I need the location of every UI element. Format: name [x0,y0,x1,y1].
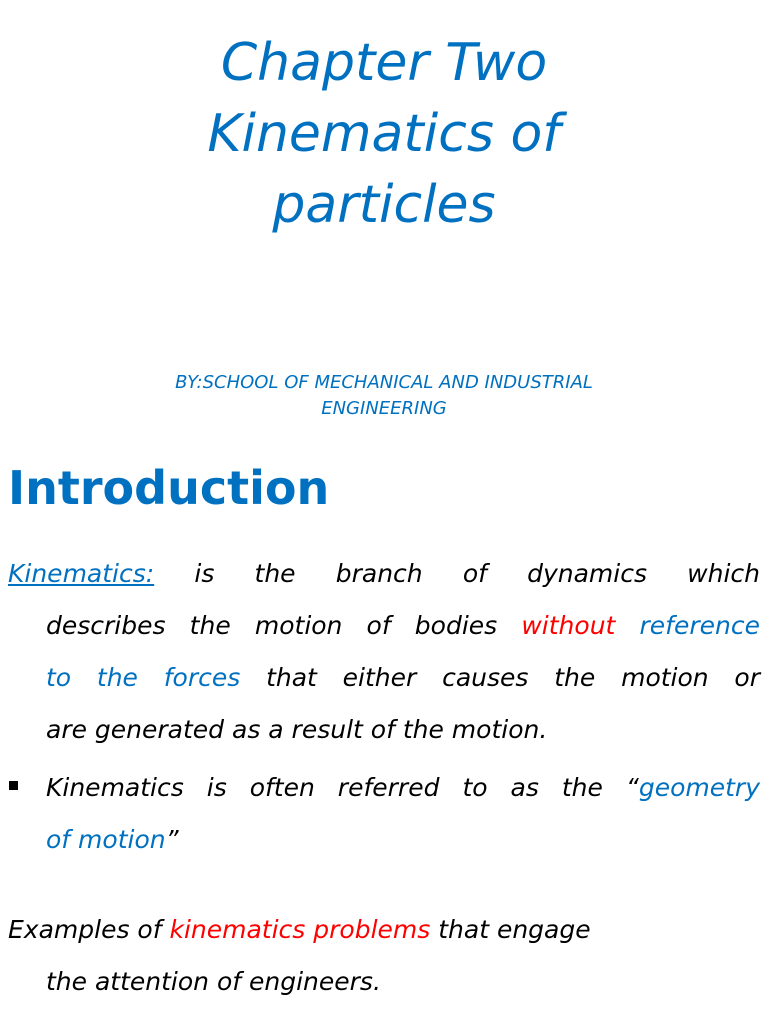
highlight-kinematics-problems: kinematics problems [169,915,431,944]
definition-line-2-space [615,611,639,640]
title-line-1: Chapter Two [220,33,548,93]
definition-line-1 [8,548,760,600]
definition-line-3 [46,652,760,704]
highlight-of-motion: of motion [46,825,166,854]
examples-line-1 [8,904,760,956]
definition-line-4: are generated as a result of the motion. [46,715,548,744]
bullet-line-1 [46,762,760,814]
highlight-to-the-forces: to the forces [46,663,241,692]
bullet-line-1-text: Kinematics is often referred to as the “ [46,773,639,802]
examples-line-2: the attention of engineers. [46,967,381,996]
definition-line-2 [46,600,760,652]
highlight-reference: reference [639,611,760,640]
highlight-geometry: geometry [638,773,760,802]
definition-line-1-text: is the branch of dynamics which [154,559,760,588]
examples-line-1-rest: that engage [430,915,591,944]
square-bullet-icon [9,781,18,790]
definition-line-2-text: describes the motion of bodies [46,611,522,640]
examples-paragraph [8,904,760,1008]
slide-title [0,28,768,241]
definition-paragraph [8,548,760,756]
bullet-paragraph [46,762,760,866]
bullet-line-2-text: ” [165,825,179,854]
highlight-without: without [521,611,616,640]
examples-line-1-text: Examples of [8,915,170,944]
bullet-line-2 [46,814,760,866]
title-line-3: particles [272,175,496,235]
section-heading: Introduction [8,461,330,515]
kinematics-term: Kinematics: [8,559,155,588]
definition-line-3-text: that either causes the motion or [240,663,761,692]
byline-line-1: BY:SCHOOL OF MECHANICAL AND INDUSTRIAL [175,372,593,393]
byline-line-2: ENGINEERING [321,398,447,419]
author-byline [0,370,768,422]
title-line-2: Kinematics of [207,104,561,164]
